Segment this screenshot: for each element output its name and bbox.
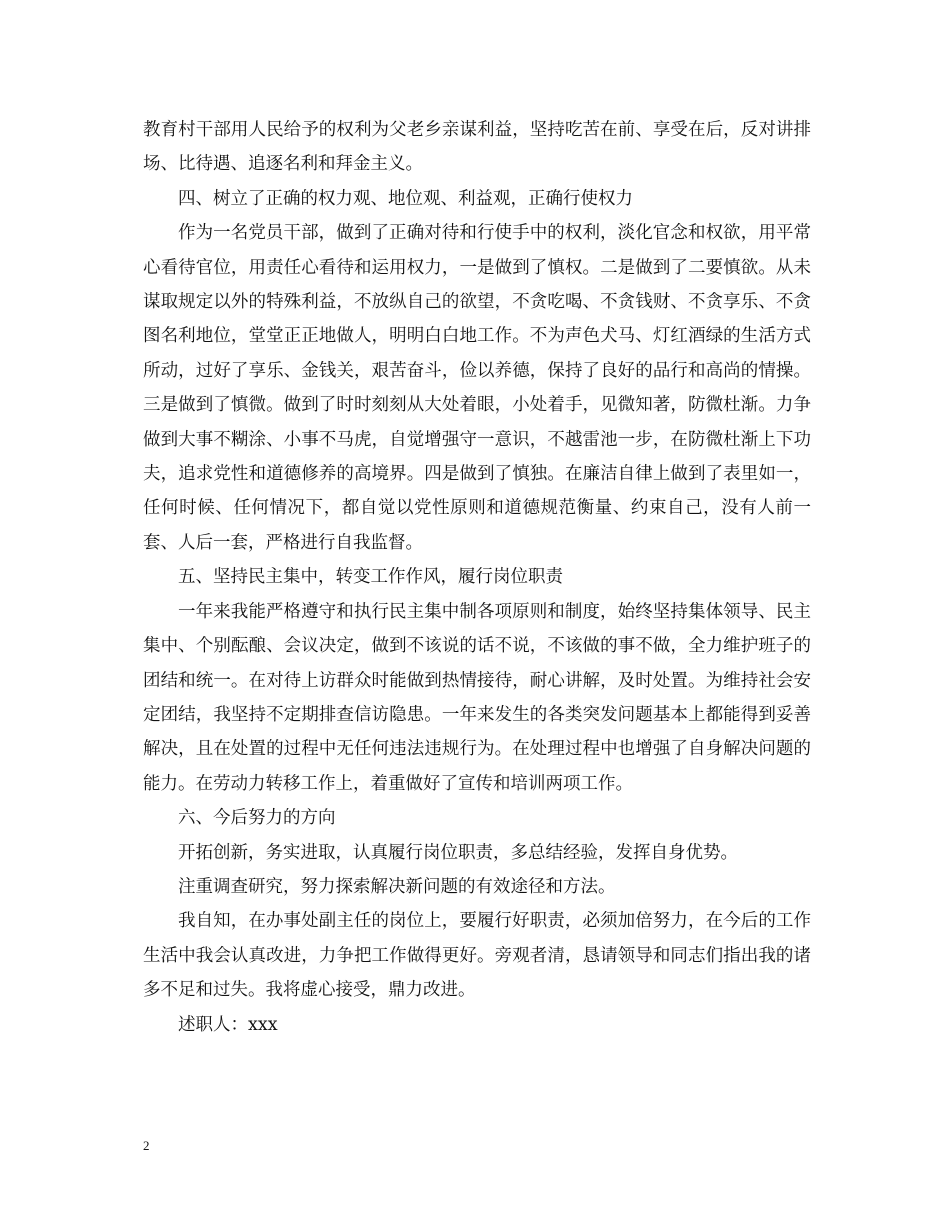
section-heading-future-direction: 六、今后努力的方向 (178, 808, 336, 829)
paragraph-future-item-1: 开拓创新，务实进取，认真履行岗位职责，多总结经验，发挥自身优势。 (178, 842, 738, 863)
paragraph-democratic-centralism: 一年来我能严格遵守和执行民主集中制各项原则和制度，始终坚持集体领导、民主集中、个别酝酿、会议决定，做到不该说的话不说，不该做的事不做，全力维护班子的团结和统一。在对待上访群众时能做到热情接待，耐心讲解，及时处置。为维持社会安定团结，我坚持不定期排查信访隐患。一年来发生的各类突发问题基本上都能得到妥善解决，且在处置的过程中无任何违法违规行为。在处理过程中也增强了自身解决问题的能力。在劳动力转移工作上，着重做好了宣传和培训两项工作。 (143, 601, 811, 794)
page-number: 2 (143, 1138, 150, 1153)
signature-line: 述职人：xxx (178, 1014, 278, 1035)
paragraph-closing: 我自知，在办事处副主任的岗位上，要履行好职责，必须加倍努力，在今后的工作生活中我会认真改进，力争把工作做得更好。旁观者清，恳请领导和同志们指出我的诸多不足和过失。我将虚心接受，鼎力改进。 (143, 911, 811, 1001)
section-heading-power-view: 四、树立了正确的权力观、地位观、利益观，正确行使权力 (178, 188, 633, 209)
paragraph-future-item-2: 注重调查研究，努力探索解决新问题的有效途径和方法。 (178, 876, 616, 897)
paragraph-power-view: 作为一名党员干部，做到了正确对待和行使手中的权利，淡化官念和权欲，用平常心看待官位，用责任心看待和运用权力，一是做到了慎权。二是做到了二要慎欲。从未谋取规定以外的特殊利益，不放纵自己的欲望，不贪吃喝、不贪钱财、不贪享乐、不贪图名利地位，堂堂正正地做人，明明白白地工作。不为声色犬马、灯红酒绿的生活方式所动，过好了享乐、金钱关，艰苦奋斗，俭以养德，保持了良好的品行和高尚的情操。三是做到了慎微。做到了时时刻刻从大处着眼，小处着手，见微知著，防微杜渐。力争做到大事不糊涂、小事不马虎，自觉增强守一意识，不越雷池一步，在防微杜渐上下功夫，追求党性和道德修养的高境界。四是做到了慎独。在廉洁自律上做到了表里如一，任何时候、任何情况下，都自觉以党性原则和道德规范衡量、约束自己，没有人前一套、人后一套，严格进行自我监督。 (143, 223, 811, 553)
document-body (143, 113, 811, 1042)
section-heading-democratic-centralism: 五、坚持民主集中，转变工作作风，履行岗位职责 (178, 567, 563, 588)
paragraph-intro-continuation: 教育村干部用人民给予的权利为父老乡亲谋利益，坚持吃苦在前、享受在后，反对讲排场、比待遇、追逐名利和拜金主义。 (143, 120, 811, 175)
